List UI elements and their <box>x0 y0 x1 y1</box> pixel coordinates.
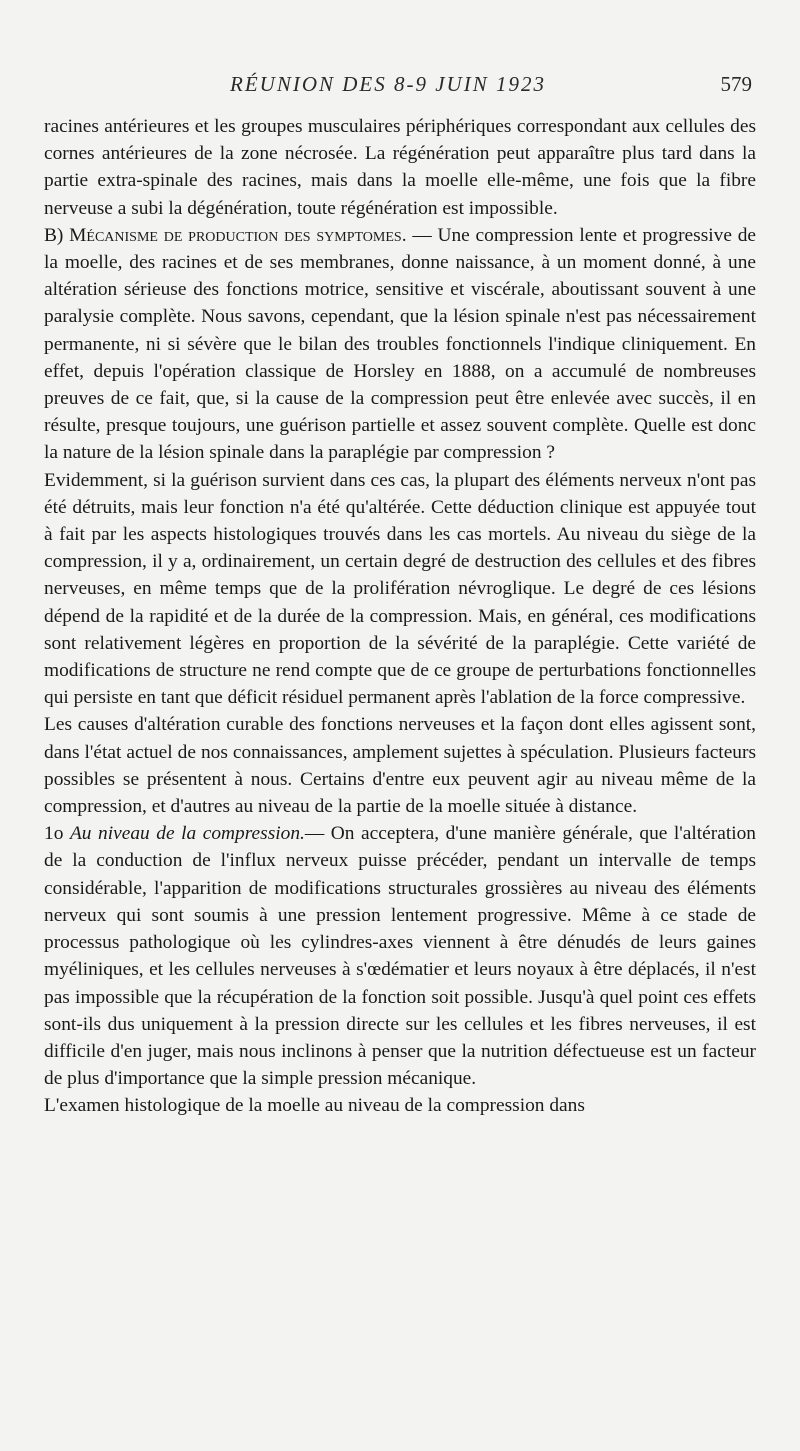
paragraph-causes: Les causes d'altération curable des fonctions nerveuses et la façon dont elles agissent sont, dans l'état actuel de nos connaissances, amplement sujettes à spéculation. Plusieurs facteurs possibles se présentent à nous. Certains d'entre eux peuvent agir au niveau même de la compression, et d'autres au niveau de la partie de la moelle située à distance. <box>44 714 756 818</box>
page-number: 579 <box>720 72 752 96</box>
running-head: RÉUNION DES 8-9 JUIN 1923 <box>230 72 546 96</box>
paragraph-mechanism <box>44 222 756 467</box>
page-header <box>0 70 800 104</box>
paragraph-mechanism-text: — Une compression lente et progressive de la moelle, des racines et de ses membranes, donne naissance, à un moment donné, à une altération sérieuse des fonctions motrice, sensitive et viscérale, aboutissant souvent à une paralysie complète. Nous savons, cependant, que la lésion spinale n'est pas nécessairement permanente, ni si sévère que le bilan des troubles fonctionnels l'indique cliniquement. En effet, depuis l'opération classique de Horsley en 1888, on a accumulé de nombreuses preuves de ce fait, que, si la cause de la compression peut être enlevée avec succès, il en résulte, presque toujours, une guérison partielle et assez souvent complète. Quelle est donc la nature de la lésion spinale dans la paraplégie par compression ? <box>44 224 756 464</box>
paragraph-compression-level <box>44 820 756 1092</box>
paragraph-regeneration: racines antérieures et les groupes musculaires périphériques correspondant aux cellules des cornes antérieures de la zone nécrosée. La régénération peut apparaître plus tard dans la partie extra-spinale des racines, mais dans la moelle elle-même, une fois que la fibre nerveuse a subi la dégénération, toute régénération est impossible. <box>44 116 756 219</box>
list-number: 1o <box>44 823 70 845</box>
subheading-compression-level: Au niveau de la compression. <box>69 823 305 845</box>
paragraph-compression-level-text: — On acceptera, d'une manière générale, que l'altération de la conduction de l'influx nerveux puisse précéder, pendant un intervalle de temps considérable, l'apparition de modifications structurales grossières au niveau des éléments nerveux qui sont soumis à une pression lentement progressive. Même à ce stade de processus pathologique où les cylindres-axes viennent à être dénudés de leurs gaines myéliniques, et les cellules nerveuses à s'œdématier et leurs noyaux à être déplacés, il n'est pas impossible que la récupération de la fonction soit possible. Jusqu'à quel point ces effets sont-ils dus uniquement à la pression directe sur les cellules et les fibres nerveuses, il est difficile d'en juger, mais nous inclinons à penser que la nutrition défectueuse est un facteur de plus d'importance que la simple pression mécanique. <box>44 823 757 1090</box>
paragraph-examination: L'examen histologique de la moelle au niveau de la compression dans <box>44 1095 585 1117</box>
body-text <box>44 113 756 1120</box>
section-heading-mechanism: B) Mécanisme de production des symptomes. <box>44 224 407 246</box>
paragraph-histology: Evidemment, si la guérison survient dans ces cas, la plupart des éléments nerveux n'ont pas été détruits, mais leur fonction n'a été qu'altérée. Cette déduction clinique est appuyée tout à fait par les aspects histologiques trouvés dans les cas mortels. Au niveau du siège de la compression, il y a, ordinairement, un certain degré de destruction des cellules et des fibres nerveuses, en même temps que de la prolifération névroglique. Le degré de ces lésions dépend de la rapidité et de la durée de la compression. Mais, en général, ces modifications sont relativement légères en proportion de la sévérité de la paraplégie. Cette variété de modifications de structure ne rend compte que de ce groupe de perturbations fonctionnelles qui persiste en tant que déficit résiduel permanent après l'ablation de la force compressive. <box>44 469 756 709</box>
